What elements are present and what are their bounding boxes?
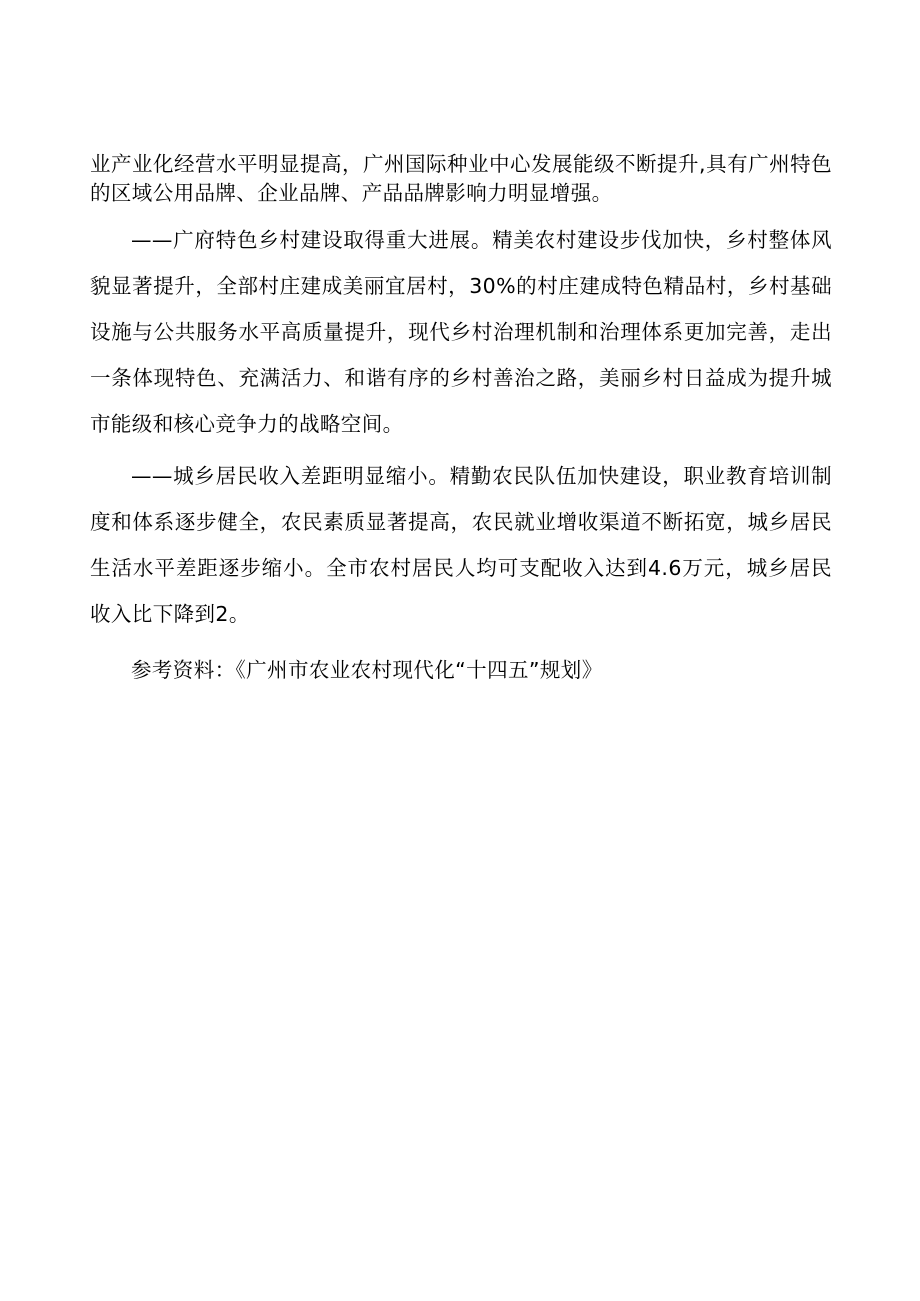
document-body bbox=[90, 150, 832, 693]
paragraph-agriculture-industrialization: 业产业化经营水平明显提高，广州国际种业中心发展能级不断提升,具有广州特色的区域公用品牌、企业品牌、产品品牌影响力明显增强。 bbox=[90, 152, 832, 205]
paragraph-rural-construction: ——广府特色乡村建设取得重大进展。精美农村建设步伐加快，乡村整体风貌显著提升，全部村庄建成美丽宜居村，30%的村庄建成特色精品村，乡村基础设施与公共服务水平高质量提升，现代乡村治理机制和治理体系更加完善，走出一条体现特色、充满活力、和谐有序的乡村善治之路，美丽乡村日益成为提升城市能级和核心竞争力的战略空间。 bbox=[90, 228, 832, 436]
reference-note: 参考资料：《广州市农业农村现代化“十四五”规划》 bbox=[131, 658, 603, 682]
paragraph-income-gap: ——城乡居民收入差距明显缩小。精勤农民队伍加快建设，职业教育培训制度和体系逐步健全，农民素质显著提高，农民就业增收渠道不断拓宽，城乡居民生活水平差距逐步缩小。全市农村居民人均可支配收入达到4.6万元，城乡居民收入比下降到2。 bbox=[90, 464, 832, 626]
